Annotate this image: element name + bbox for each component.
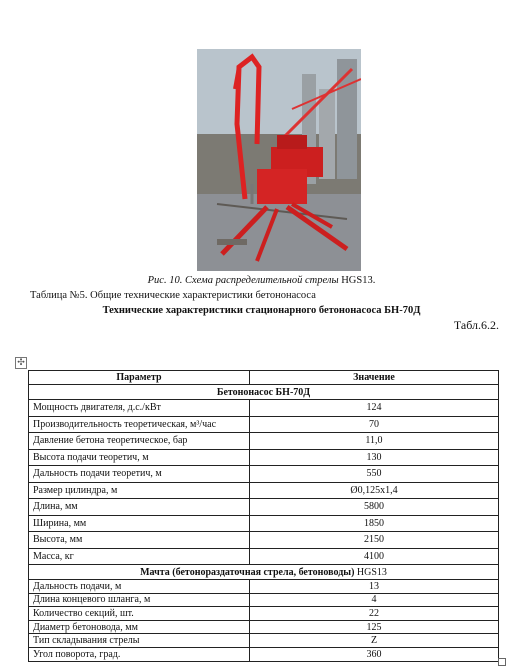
value-cell: 125 xyxy=(250,620,499,634)
table-row xyxy=(29,580,499,594)
value-cell: 22 xyxy=(250,607,499,621)
table-row xyxy=(29,620,499,634)
section-row xyxy=(29,385,499,400)
table-move-icon[interactable]: ✣ xyxy=(15,357,27,369)
section-row xyxy=(29,565,499,580)
param-cell: Длина концевого шланга, м xyxy=(29,593,250,607)
param-cell: Диаметр бетоновода, мм xyxy=(29,620,250,634)
table-row xyxy=(29,466,499,483)
value-cell: 4100 xyxy=(250,548,499,565)
value-cell: 124 xyxy=(250,400,499,417)
value-cell: 13 xyxy=(250,580,499,594)
boom-illustration xyxy=(197,49,361,271)
param-cell: Угол поворота, град. xyxy=(29,647,250,661)
column-header-parameter: Параметр xyxy=(29,371,250,385)
specs-table xyxy=(28,370,499,662)
value-cell: 4 xyxy=(250,593,499,607)
table-row xyxy=(29,499,499,516)
table-row xyxy=(29,433,499,450)
table-row xyxy=(29,482,499,499)
table-row xyxy=(29,548,499,565)
param-cell: Количество секций, шт. xyxy=(29,607,250,621)
concrete-boom-photo xyxy=(197,49,361,271)
param-cell: Дальность подачи, м xyxy=(29,580,250,594)
table-row xyxy=(29,593,499,607)
value-cell: 5800 xyxy=(250,499,499,516)
value-cell: 360 xyxy=(250,647,499,661)
param-cell: Длина, мм xyxy=(29,499,250,516)
value-cell: 1850 xyxy=(250,515,499,532)
table-row xyxy=(29,607,499,621)
figure-caption xyxy=(0,275,523,286)
param-cell: Производительность теоретическая, м³/час xyxy=(29,416,250,433)
param-cell: Размер цилиндра, м xyxy=(29,482,250,499)
value-cell: 2150 xyxy=(250,532,499,549)
param-cell: Масса, кг xyxy=(29,548,250,565)
table-resize-handle[interactable] xyxy=(498,658,506,666)
value-cell: 70 xyxy=(250,416,499,433)
table-row xyxy=(29,634,499,648)
section-mast-model: HGS13 xyxy=(356,566,387,578)
param-cell: Давление бетона теоретическое, бар xyxy=(29,433,250,450)
param-cell: Дальность подачи теоретич, м xyxy=(29,466,250,483)
value-cell: Ø0,125x1,4 xyxy=(250,482,499,499)
table-title: Таблица №5. Общие технические характеристики бетононасоса xyxy=(30,290,316,301)
table-header-row xyxy=(29,371,499,385)
section-heading: Технические характеристики стационарного бетононасоса БН-70Д xyxy=(102,305,421,316)
table-row xyxy=(29,532,499,549)
section-mast-label: Мачта (бетонораздаточная стрела, бетоноводы) xyxy=(140,566,355,578)
table-row xyxy=(29,647,499,661)
value-cell: 550 xyxy=(250,466,499,483)
value-cell: 130 xyxy=(250,449,499,466)
caption-text: Рис. 10. Схема распределительной стрелы xyxy=(147,275,339,286)
column-header-value: Значение xyxy=(250,371,499,385)
table-row xyxy=(29,449,499,466)
section-title-mast xyxy=(29,565,499,580)
param-cell: Тип складывания стрелы xyxy=(29,634,250,648)
param-cell: Мощность двигателя, д.с./кВт xyxy=(29,400,250,417)
section-title-pump: Бетононасос БН-70Д xyxy=(29,385,499,400)
table-row xyxy=(29,400,499,417)
table-row xyxy=(29,416,499,433)
table-row xyxy=(29,515,499,532)
param-cell: Высота, мм xyxy=(29,532,250,549)
value-cell: 11,0 xyxy=(250,433,499,450)
caption-model: HGS13. xyxy=(341,275,376,286)
param-cell: Ширина, мм xyxy=(29,515,250,532)
value-cell: Z xyxy=(250,634,499,648)
table-reference: Табл.6.2. xyxy=(453,318,499,332)
param-cell: Высота подачи теоретич, м xyxy=(29,449,250,466)
